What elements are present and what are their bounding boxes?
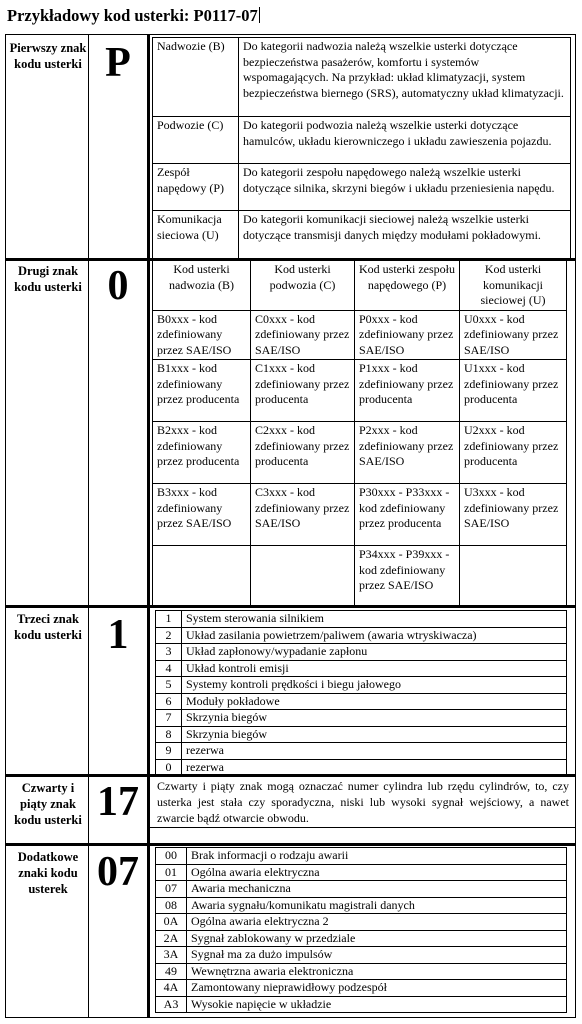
page-title: Przykładowy kod usterki: P0117-07 [7,6,258,25]
table-row [156,677,567,694]
table-row [153,546,567,608]
code-cell: 5 [156,677,182,694]
third-char-label: Trzeci znak kodu usterki [14,612,82,642]
table-cell: B1xxx - kod zdefiniowany przez producenta [153,360,251,422]
table-row [156,963,567,980]
table-row [156,947,567,964]
table-cell: P30xxx - P33xxx - kod zdefiniowany przez producenta [355,484,460,546]
first-char-label: Pierwszy znak kodu usterki [9,41,87,71]
table-cell [460,546,567,608]
code-desc: Ogólna awaria elektryczna [187,864,567,881]
fourth-fifth-char-label: Czwarty i piąty znak kodu usterki [14,781,82,827]
code-desc: Wysokie napięcie w układzie [187,996,567,1013]
code-desc: rezerwa [182,743,567,760]
second-char-label: Drugi znak kodu usterki [14,264,82,294]
table-cell: C2xxx - kod zdefiniowany przez producenta [251,422,355,484]
category-desc: Do kategorii komunikacji sieciowej należą wszelkie usterki dotyczące transmisji danych między modułami pokładowymi. [239,211,571,260]
code-desc: Układ zasilania powietrzem/paliwem (awaria wtryskiwacza) [182,627,567,644]
category-name: Nadwozie (B) [153,38,239,117]
table-row [156,627,567,644]
column-header: Kod usterki nadwozia (B) [153,261,251,311]
column-header: Kod usterki podwozia (C) [251,261,355,311]
table-row [156,759,567,776]
table-row [156,881,567,898]
code-cell: 3A [156,947,187,964]
code-desc: Wewnętrzna awaria elektroniczna [187,963,567,980]
category-desc: Do kategorii nadwozia należą wszelkie usterki dotyczące bezpieczeństwa pasażerów, komfortu i systemów wspomagających. Na przykład: układ klimatyzacji, system bezpieczeństwa biernego (SRS), automatyczny układ klimatyzacji. [239,38,571,117]
code-cell: 7 [156,710,182,727]
code-cell: 07 [156,881,187,898]
table-cell: P2xxx - kod zdefiniowany przez SAE/ISO [355,422,460,484]
column-header: Kod usterki komunikacji sieciowej (U) [460,261,567,311]
table-row [153,38,571,117]
code-desc: Systemy kontroli prędkości i biegu jałowego [182,677,567,694]
table-row [156,644,567,661]
code-cell: A3 [156,996,187,1013]
category-desc: Do kategorii podwozia należą wszelkie usterki dotyczące hamulców, układu kierowniczego i układu zawieszenia pojazdu. [239,117,571,164]
table-cell: P0xxx - kod zdefiniowany przez SAE/ISO [355,310,460,360]
third-char-symbol: 1 [107,612,129,658]
category-desc: Do kategorii zespołu napędowego należą wszelkie usterki dotyczące silnika, skrzyni biegów i układu przeniesienia napędu. [239,164,571,211]
table-row [156,980,567,997]
first-char-table [152,37,571,260]
extra-chars-table [155,847,567,1013]
code-desc: Brak informacji o rodzaju awarii [187,848,567,865]
table-cell [251,546,355,608]
code-desc: Układ zapłonowy/wypadanie zapłonu [182,644,567,661]
second-char-table [152,260,567,608]
table-cell: C0xxx - kod zdefiniowany przez SAE/ISO [251,310,355,360]
table-row [153,310,567,360]
code-desc: Sygnał ma za dużo impulsów [187,947,567,964]
code-cell: 3 [156,644,182,661]
table-cell: B2xxx - kod zdefiniowany przez producenta [153,422,251,484]
divider-section-4 [5,843,576,846]
code-cell: 6 [156,693,182,710]
extra-chars-label: Dodatkowe znaki kodu usterek [17,850,79,896]
code-cell: 2 [156,627,182,644]
table-row [156,897,567,914]
code-desc: Moduły pokładowe [182,693,567,710]
table-row [156,864,567,881]
fourth-fifth-char-symbol: 17 [97,779,139,825]
table-row [156,848,567,865]
code-desc: System sterowania silnikiem [182,611,567,628]
table-row [156,914,567,931]
table-row [156,693,567,710]
third-char-table [155,610,567,776]
code-desc: Zamontowany nieprawidłowy podzespół [187,980,567,997]
table-cell: P1xxx - kod zdefiniowany przez producenta [355,360,460,422]
table-row [156,710,567,727]
table-cell: U1xxx - kod zdefiniowany przez producenta [460,360,567,422]
table-cell: C1xxx - kod zdefiniowany przez producenta [251,360,355,422]
code-cell: 01 [156,864,187,881]
code-desc: Sygnał zablokowany w przedziale [187,930,567,947]
table-row [153,422,567,484]
table-cell: U0xxx - kod zdefiniowany przez SAE/ISO [460,310,567,360]
code-cell: 1 [156,611,182,628]
code-cell: 2A [156,930,187,947]
code-cell: 8 [156,726,182,743]
category-name: Podwozie (C) [153,117,239,164]
code-cell: 49 [156,963,187,980]
code-desc: Skrzynia biegów [182,710,567,727]
table-row [156,930,567,947]
code-desc: Ogólna awaria elektryczna 2 [187,914,567,931]
table-cell: U2xxx - kod zdefiniowany przez producenta [460,422,567,484]
code-cell: 0 [156,759,182,776]
code-desc: Skrzynia biegów [182,726,567,743]
second-char-symbol: 0 [107,263,129,309]
table-row [156,996,567,1013]
category-name: Komunikacja sieciowa (U) [153,211,239,260]
table-row [156,743,567,760]
table-cell [153,546,251,608]
table-row [156,660,567,677]
table-cell: U3xxx - kod zdefiniowany przez SAE/ISO [460,484,567,546]
table-row [153,360,567,422]
code-cell: 9 [156,743,182,760]
code-desc: Układ kontroli emisji [182,660,567,677]
category-name: Zespół napędowy (P) [153,164,239,211]
table-row [156,726,567,743]
table-cell: C3xxx - kod zdefiniowany przez SAE/ISO [251,484,355,546]
fourth-fifth-char-desc: Czwarty i piąty znak mogą oznaczać numer cylindra lub rzędu cylindrów, to, czy usterka jest stała czy sporadyczna, niski lub wysoki sygnał wejściowy, a nawet zwarcie bądź otwarcie obwodu. [157,779,569,825]
code-desc: Awaria mechaniczna [187,881,567,898]
table-cell: P34xxx - P39xxx - kod zdefiniowany przez SAE/ISO [355,546,460,608]
table-row [153,211,571,260]
table-cell: B3xxx - kod zdefiniowany przez SAE/ISO [153,484,251,546]
table-header-row [153,261,567,311]
code-cell: 08 [156,897,187,914]
first-char-symbol: P [105,40,131,86]
extra-chars-symbol: 07 [97,849,139,895]
table-row [153,117,571,164]
code-desc: rezerwa [182,759,567,776]
table-row [153,484,567,546]
table-row [153,164,571,211]
divider-section-4-inner [147,827,576,828]
code-cell: 4A [156,980,187,997]
table-cell: B0xxx - kod zdefiniowany przez SAE/ISO [153,310,251,360]
code-cell: 0A [156,914,187,931]
code-desc: Awaria sygnału/komunikatu magistrali danych [187,897,567,914]
text-cursor [259,7,260,23]
table-row [156,611,567,628]
divider-symbol-content [147,34,150,1018]
code-cell: 00 [156,848,187,865]
code-cell: 4 [156,660,182,677]
column-header: Kod usterki zespołu napędowego (P) [355,261,460,311]
